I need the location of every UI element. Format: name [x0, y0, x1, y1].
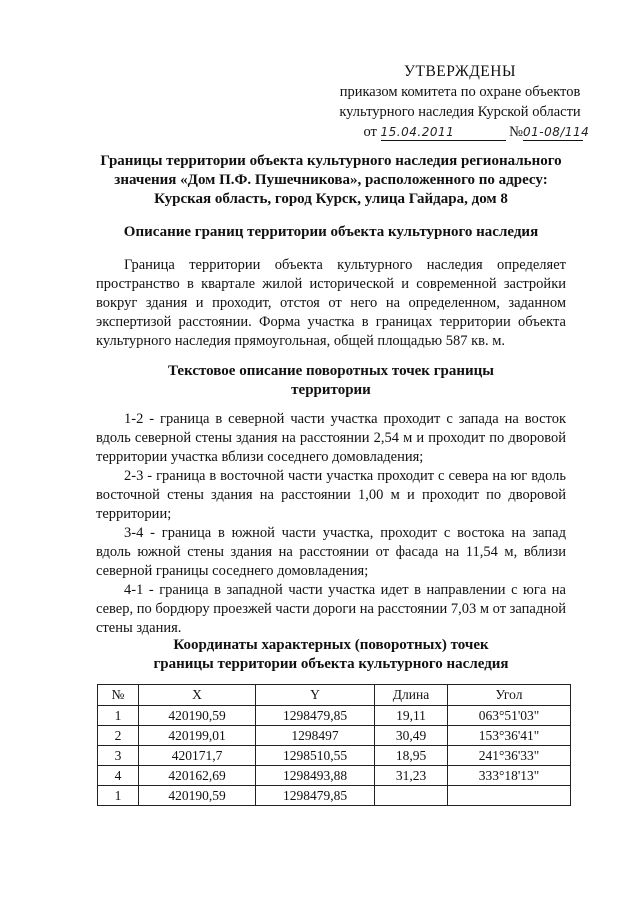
cell-number: 4: [98, 766, 139, 786]
cell-length: 31,23: [375, 766, 448, 786]
cell-angle: 153°36'41": [448, 726, 571, 746]
points-heading: [96, 362, 566, 400]
cell-angle: 333°18'13": [448, 766, 571, 786]
cell-y: 1298493,88: [256, 766, 375, 786]
cell-angle: 063°51'03": [448, 706, 571, 726]
cell-number: 3: [98, 746, 139, 766]
header-number: №: [98, 685, 139, 706]
cell-y: 1298479,85: [256, 706, 375, 726]
cell-number: 1: [98, 786, 139, 806]
cell-x: 420199,01: [139, 726, 256, 746]
table-row: [98, 726, 571, 746]
from-label: от: [363, 124, 377, 140]
header-x: X: [139, 685, 256, 706]
header-length: Длина: [375, 685, 448, 706]
cell-x: 420162,69: [139, 766, 256, 786]
cell-length: 30,49: [375, 726, 448, 746]
date-field: [381, 125, 506, 141]
coordinates-table: [97, 684, 571, 806]
cell-angle: [448, 786, 571, 806]
table-row: [98, 746, 571, 766]
table-row: [98, 706, 571, 726]
number-field: [523, 125, 590, 141]
number-label: №: [509, 124, 523, 140]
title-line-3: Курская область, город Курск, улица Гайдара, дом 8: [154, 191, 508, 207]
cell-length: [375, 786, 448, 806]
approval-date-number-line: [325, 122, 595, 142]
cell-length: 19,11: [375, 706, 448, 726]
cell-y: 1298497: [256, 726, 375, 746]
segment-1-2: 1-2 - граница в северной части участка проходит с запада на восток вдоль северной стены здания на расстоянии 2,54 м и проходит по дворовой территории участка вблизи соседнего домовладения;: [96, 411, 566, 465]
cell-y: 1298510,55: [256, 746, 375, 766]
table-header-row: [98, 685, 571, 706]
description-heading: Описание границ территории объекта культурного наследия: [123, 224, 539, 240]
coords-heading-line-2: границы территории объекта культурного наследия: [153, 656, 509, 672]
header-angle: Угол: [448, 685, 571, 706]
header-y: Y: [256, 685, 375, 706]
segment-3-4: 3-4 - граница в южной части участка, проходит с востока на запад вдоль южной стены здания на расстоянии от фасада на 11,54 м, вблизи северной границы соседнего домовладения;: [96, 525, 566, 579]
coords-heading: [96, 636, 566, 674]
document-title: [96, 152, 566, 209]
segment-2-3: 2-3 - граница в восточной части участка проходит с севера на юг вдоль восточной стены здания на расстоянии 1,00 м и проходит по дворовой территории;: [96, 468, 566, 522]
description-paragraph: [96, 256, 566, 351]
points-heading-line-2: территории: [291, 382, 371, 398]
segments-list: [96, 410, 566, 638]
cell-x: 420190,59: [139, 786, 256, 806]
table-row: [98, 786, 571, 806]
approval-line-2: культурного наследия Курской области: [339, 104, 581, 120]
handwritten-number: 01-08/114: [523, 125, 590, 139]
cell-number: 2: [98, 726, 139, 746]
description-text: Граница территории объекта культурного наследия определяет пространство в квартале жилой исторической и современной застройки вокруг здания и проходит, отстоя от него на определенном, заданном экспертизой расстоянии. Форма участка в границах территории объекта культурного наследия прямоугольная, общей площадью 587 кв. м.: [96, 257, 566, 349]
coords-heading-line-1: Координаты характерных (поворотных) точек: [173, 637, 489, 653]
points-heading-line-1: Текстовое описание поворотных точек границы: [167, 363, 494, 379]
table-row: [98, 766, 571, 786]
cell-x: 420171,7: [139, 746, 256, 766]
approved-heading: УТВЕРЖДЕНЫ: [404, 63, 516, 80]
handwritten-date: 15.04.2011: [380, 125, 455, 139]
title-line-2: значения «Дом П.Ф. Пушечникова», расположенного по адресу:: [114, 172, 548, 188]
title-line-1: Границы территории объекта культурного наследия регионального: [100, 153, 562, 169]
approval-block: [325, 62, 595, 142]
cell-length: 18,95: [375, 746, 448, 766]
cell-number: 1: [98, 706, 139, 726]
approval-line-1: приказом комитета по охране объектов: [339, 84, 581, 100]
segment-4-1: 4-1 - граница в западной части участка идет в направлении с юга на север, по бордюру проезжей части дороги на расстоянии 7,03 м от западной стены здания.: [96, 582, 566, 636]
cell-x: 420190,59: [139, 706, 256, 726]
cell-y: 1298479,85: [256, 786, 375, 806]
cell-angle: 241°36'33": [448, 746, 571, 766]
